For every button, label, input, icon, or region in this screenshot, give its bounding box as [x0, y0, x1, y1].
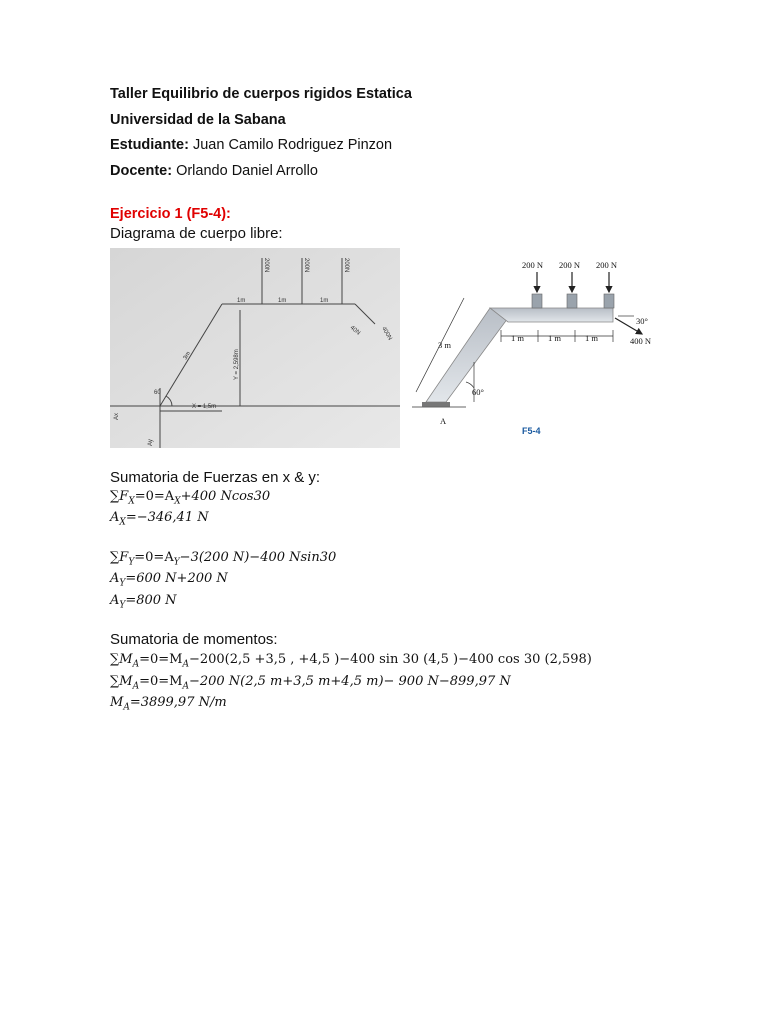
forces-heading: Sumatoria de Fuerzas en x & y: — [110, 469, 321, 486]
eq-part: =3899,97 N/m — [129, 695, 227, 710]
photo-ay: Ay — [148, 439, 154, 446]
eq-part: =0=A — [134, 489, 175, 504]
equation-ay-1 — [110, 571, 228, 589]
teacher-name: Orlando Daniel Arrollo — [176, 163, 318, 179]
photo-load-3: 200N — [343, 258, 349, 273]
textbook-span-1: 1 m — [511, 333, 524, 343]
eq-part: −200(2,5 +3,5 , +4,5 )−400 sin 30 (4,5 )−400 cos 30 (2,598) — [188, 652, 592, 667]
photo-load-1: 200N — [263, 258, 269, 273]
photo-angle-load: 40N — [348, 324, 362, 337]
eq-sub: X — [128, 496, 135, 507]
textbook-load-1: 200 N — [522, 260, 544, 270]
textbook-load-2: 200 N — [559, 260, 581, 270]
eq-part: ∑M — [110, 652, 133, 667]
eq-sub: A — [182, 659, 189, 670]
eq-part: A — [110, 593, 120, 608]
teacher-line — [110, 163, 318, 179]
photo-span-1: 1m — [237, 298, 246, 304]
free-body-diagram-photo — [110, 248, 400, 448]
textbook-diagonal: 3 m — [438, 340, 451, 350]
teacher-label: Docente: — [110, 163, 173, 179]
document-title: Taller Equilibrio de cuerpos rigidos Estatica — [110, 86, 412, 102]
photo-span-3: 1m — [320, 298, 329, 304]
photo-ax: Ax — [114, 412, 120, 420]
textbook-span-3: 1 m — [585, 333, 598, 343]
moments-heading: Sumatoria de momentos: — [110, 631, 278, 648]
eq-part: =−346,41 N — [125, 510, 209, 525]
textbook-load-3: 200 N — [596, 260, 618, 270]
textbook-caption: F5-4 — [522, 426, 541, 436]
eq-part: ∑F — [110, 489, 129, 504]
photo-diagonal: 3m — [182, 350, 193, 362]
photo-load-400: 400N — [380, 326, 393, 342]
photo-angle: 60 — [154, 390, 161, 396]
photo-span-2: 1m — [278, 298, 287, 304]
eq-part: =0=A — [134, 550, 174, 565]
eq-sub: X — [119, 517, 126, 528]
student-line — [110, 137, 392, 153]
eq-part: =600 N+200 N — [125, 571, 228, 586]
equation-ax — [110, 510, 209, 528]
eq-sub: Y — [173, 557, 180, 568]
photo-horizontal: X = 1,5m — [192, 404, 217, 410]
eq-sub: A — [123, 702, 130, 713]
equation-sum-ma-1 — [110, 652, 592, 670]
photo-vertical: Y = 2,598m — [234, 349, 240, 380]
textbook-support-label: A — [440, 416, 447, 426]
eq-part: =0=M — [139, 652, 183, 667]
eq-part: =0=M — [139, 674, 183, 689]
equation-sum-ma-2 — [110, 674, 511, 692]
equation-sum-fx — [110, 489, 270, 507]
eq-part: M — [110, 695, 124, 710]
university-name: Universidad de la Sabana — [110, 112, 286, 128]
exercise-title: Ejercicio 1 (F5-4): — [110, 206, 231, 222]
eq-part: +400 Ncos30 — [180, 489, 271, 504]
equation-sum-fy — [110, 550, 336, 568]
textbook-load-400: 400 N — [630, 336, 652, 346]
eq-part: −200 N(2,5 m+3,5 m+4,5 m)− 900 N−899,97 N — [188, 674, 511, 689]
eq-sub: Y — [119, 600, 126, 611]
eq-part: A — [110, 510, 120, 525]
eq-sub: Y — [119, 578, 126, 589]
eq-sub: A — [182, 681, 189, 692]
equation-ma-result — [110, 695, 227, 713]
student-label: Estudiante: — [110, 137, 189, 153]
eq-sub: A — [132, 681, 140, 692]
eq-part: A — [110, 571, 120, 586]
eq-part: −3(200 N)−400 Nsin30 — [179, 550, 337, 565]
photo-load-2: 200N — [303, 258, 309, 273]
eq-sub: Y — [128, 557, 135, 568]
eq-sub: X — [174, 496, 181, 507]
diagram-label: Diagrama de cuerpo libre: — [110, 225, 283, 242]
textbook-span-2: 1 m — [548, 333, 561, 343]
eq-part: ∑F — [110, 550, 129, 565]
eq-part: ∑M — [110, 674, 133, 689]
eq-sub: A — [132, 659, 140, 670]
textbook-angle-load: 30° — [636, 316, 648, 326]
textbook-angle-base: 60° — [472, 387, 484, 397]
student-name: Juan Camilo Rodriguez Pinzon — [192, 137, 393, 153]
equation-ay-2 — [110, 593, 177, 611]
textbook-figure — [408, 252, 670, 448]
eq-part: =800 N — [125, 593, 177, 608]
